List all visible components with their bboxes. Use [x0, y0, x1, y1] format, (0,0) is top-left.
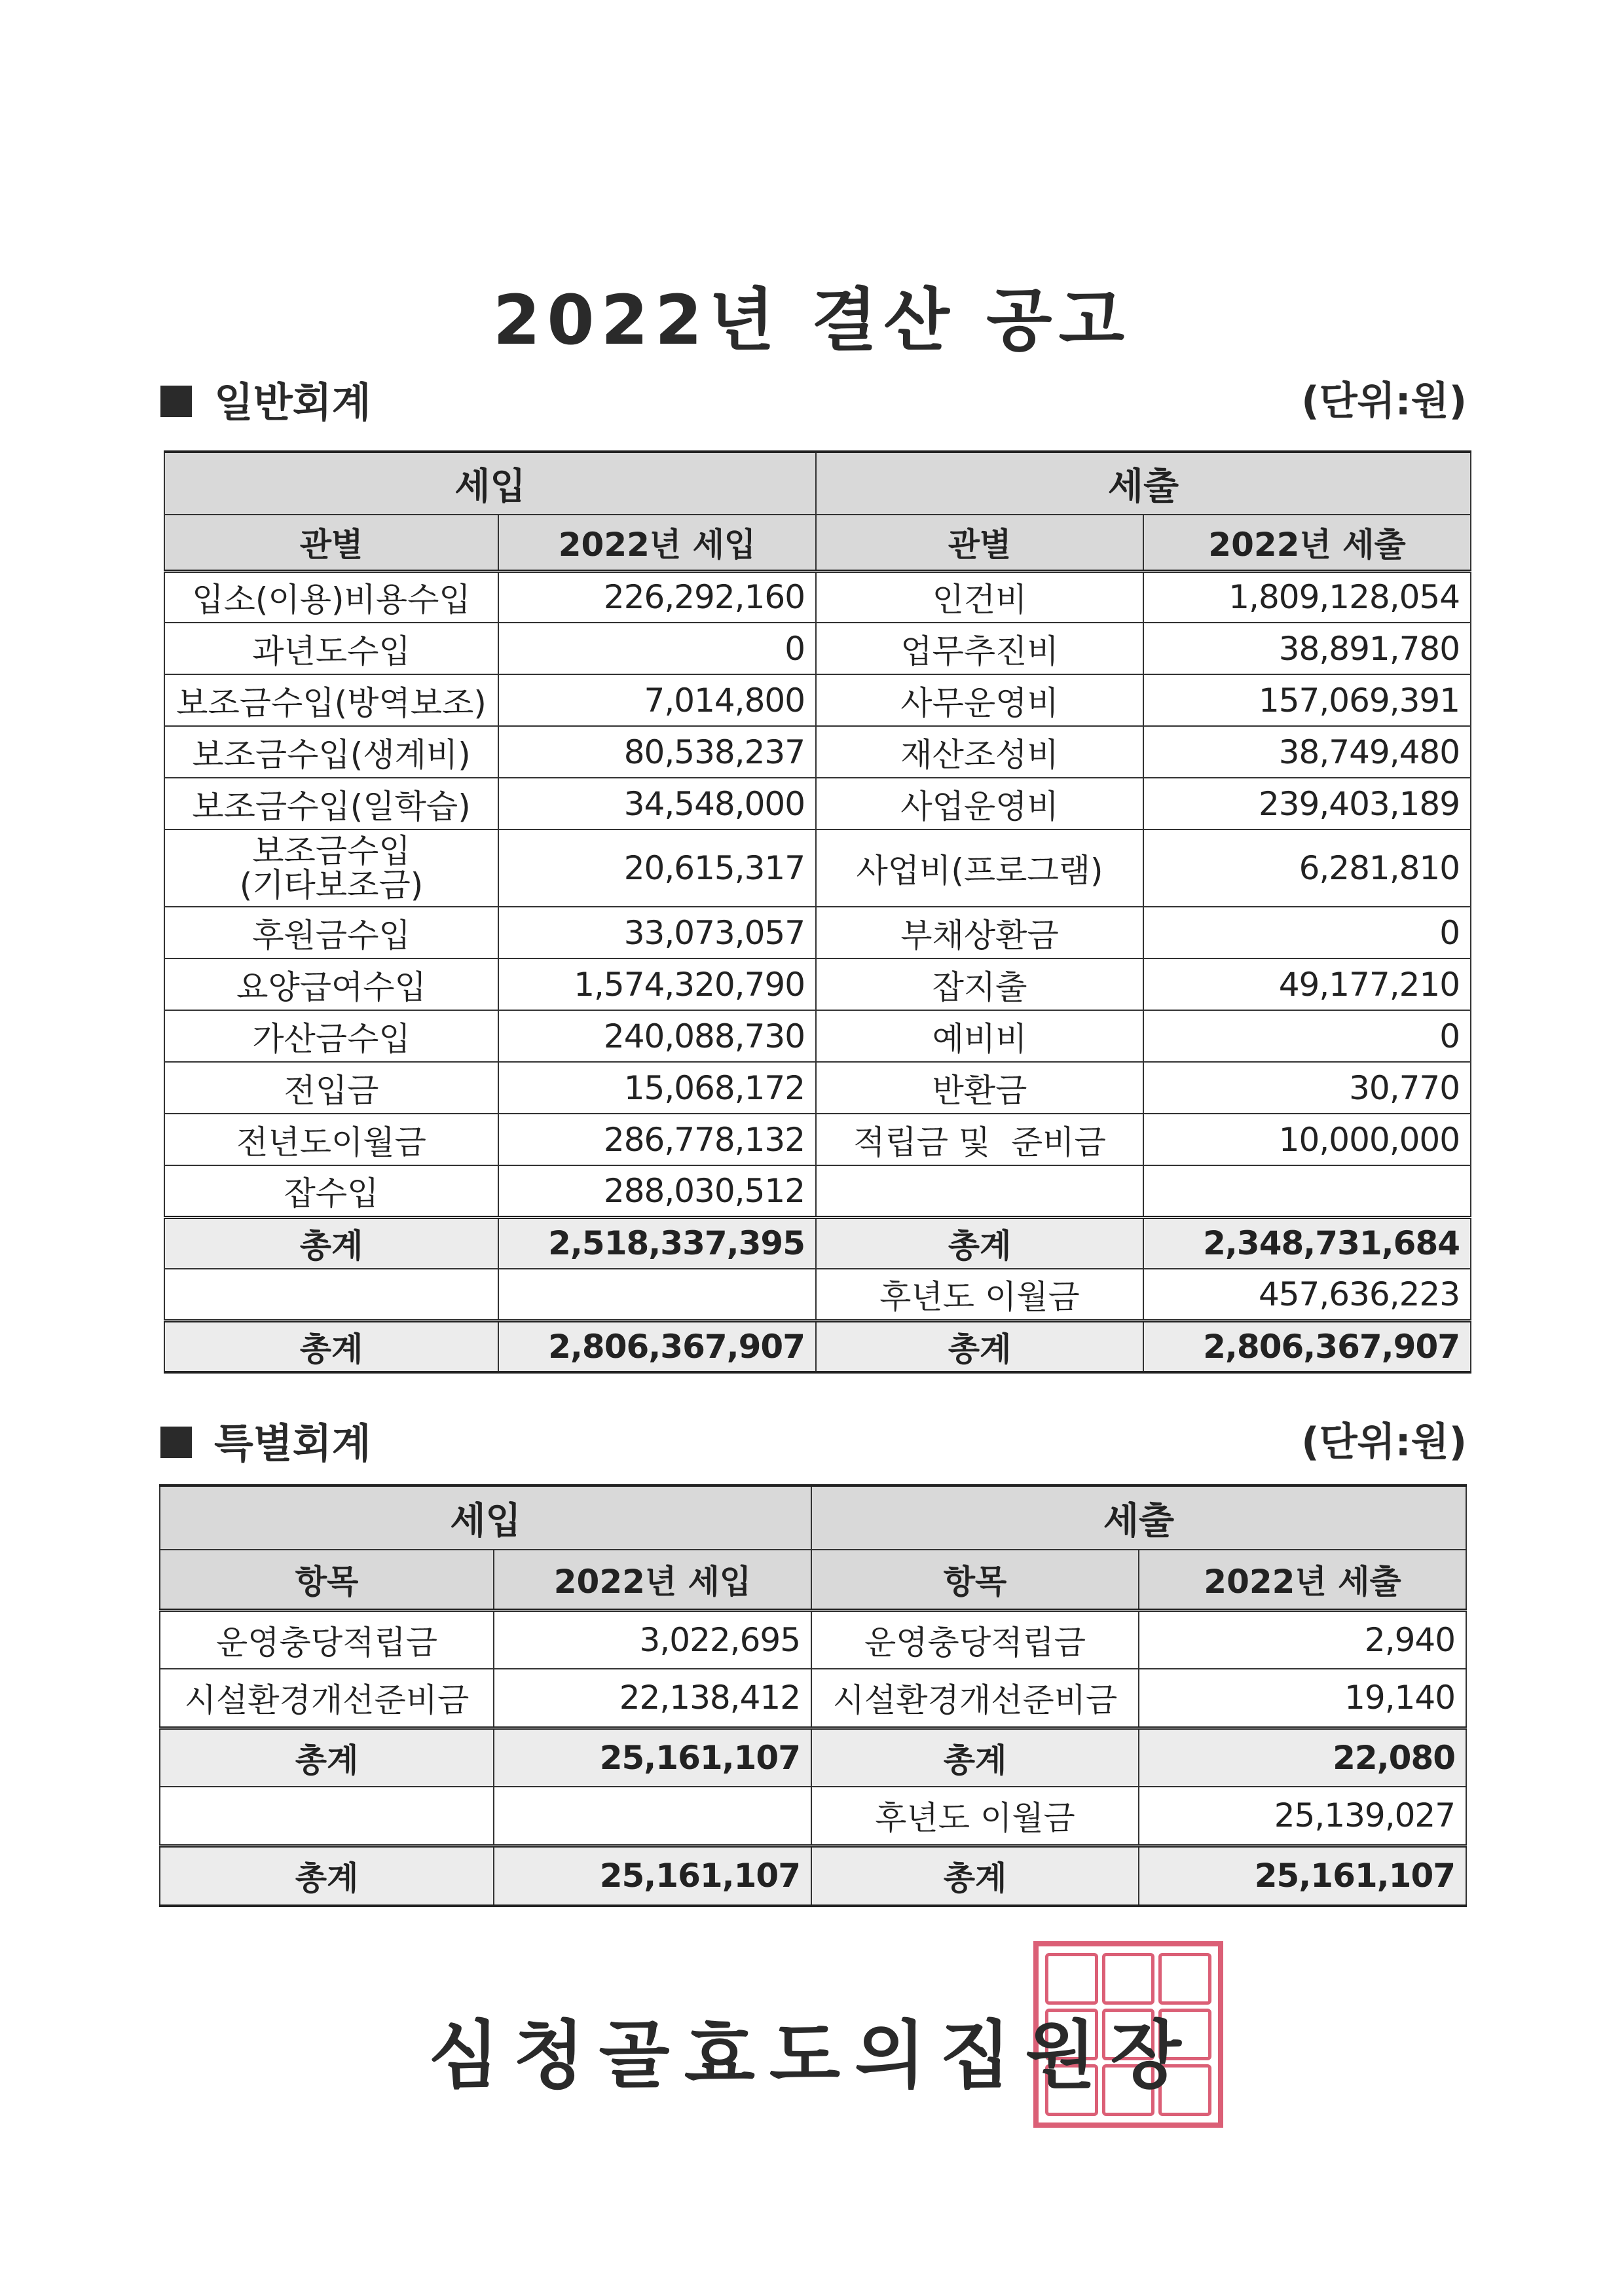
rev-amount: 286,778,132 [498, 1114, 816, 1165]
grand-total-row [164, 1321, 1471, 1372]
rev-amount: 0 [498, 623, 816, 674]
rev-item: 보조금수입(방역보조) [164, 674, 498, 726]
empty-cell [498, 1269, 816, 1321]
exp-amount: 2,940 [1139, 1610, 1466, 1669]
general-expense-header: 세출 [816, 452, 1471, 515]
exp-item: 잡지출 [816, 958, 1143, 1010]
rev-item: 보조금수입(일학습) [164, 778, 498, 829]
special-account-title: 특별회계 [214, 1419, 371, 1467]
rev-amount: 20,615,317 [498, 829, 816, 907]
exp-amount: 10,000,000 [1143, 1114, 1471, 1165]
table-row [164, 1010, 1471, 1062]
exp-amount: 6,281,810 [1143, 829, 1471, 907]
table-row [164, 907, 1471, 958]
exp-item: 인건비 [816, 571, 1143, 623]
table-row [164, 778, 1471, 829]
rev-amount: 240,088,730 [498, 1010, 816, 1062]
exp-amount: 19,140 [1139, 1669, 1466, 1728]
exp-item: 예비비 [816, 1010, 1143, 1062]
exp-total-amount: 22,080 [1139, 1728, 1466, 1787]
special-exp-col-item: 항목 [811, 1550, 1139, 1610]
rev-amount: 7,014,800 [498, 674, 816, 726]
rev-item: 운영충당적립금 [160, 1610, 494, 1669]
empty-cell [160, 1787, 494, 1846]
general-rev-col-item: 관별 [164, 515, 498, 571]
special-account-heading [160, 1411, 1467, 1467]
rev-amount: 33,073,057 [498, 907, 816, 958]
special-revenue-header: 세입 [160, 1485, 811, 1550]
exp-amount: 38,749,480 [1143, 726, 1471, 778]
exp-amount: 239,403,189 [1143, 778, 1471, 829]
table-row [164, 1114, 1471, 1165]
rev-grand-amount: 2,806,367,907 [498, 1321, 816, 1372]
exp-item: 시설환경개선준비금 [811, 1669, 1139, 1728]
table-row [164, 958, 1471, 1010]
rev-total-label: 총계 [160, 1728, 494, 1787]
rev-amount: 22,138,412 [494, 1669, 811, 1728]
rev-item: 시설환경개선준비금 [160, 1669, 494, 1728]
rev-item: 보조금수입(생계비) [164, 726, 498, 778]
general-account-title: 일반회계 [214, 378, 371, 426]
exp-item: 재산조성비 [816, 726, 1143, 778]
table-row [164, 1165, 1471, 1217]
exp-amount [1143, 1165, 1471, 1217]
special-rev-col-item: 항목 [160, 1550, 494, 1610]
carryover-row [160, 1787, 1466, 1846]
carryover-label: 후년도 이월금 [811, 1787, 1139, 1846]
rev-amount: 34,548,000 [498, 778, 816, 829]
empty-cell [494, 1787, 811, 1846]
general-exp-col-item: 관별 [816, 515, 1143, 571]
general-rev-col-amount: 2022년 세입 [498, 515, 816, 571]
exp-grand-label: 총계 [811, 1846, 1139, 1906]
carryover-amount: 25,139,027 [1139, 1787, 1466, 1846]
rev-item: 후원금수입 [164, 907, 498, 958]
exp-grand-amount: 25,161,107 [1139, 1846, 1466, 1906]
exp-grand-label: 총계 [816, 1321, 1143, 1372]
exp-item: 사업운영비 [816, 778, 1143, 829]
square-bullet-icon [160, 1427, 192, 1458]
rev-item: 전입금 [164, 1062, 498, 1114]
subtotal-row [160, 1728, 1466, 1787]
square-bullet-icon [160, 386, 192, 417]
table-row [164, 674, 1471, 726]
rev-amount: 15,068,172 [498, 1062, 816, 1114]
exp-amount: 0 [1143, 1010, 1471, 1062]
table-row [160, 1669, 1466, 1728]
table-row [164, 623, 1471, 674]
page-title: 2022년 결산 공고 [492, 280, 1132, 360]
special-exp-col-amount: 2022년 세출 [1139, 1550, 1466, 1610]
carryover-label: 후년도 이월금 [816, 1269, 1143, 1321]
rev-item: 과년도수입 [164, 623, 498, 674]
exp-item: 반환금 [816, 1062, 1143, 1114]
exp-item [816, 1165, 1143, 1217]
table-row [164, 726, 1471, 778]
exp-amount: 30,770 [1143, 1062, 1471, 1114]
special-expense-header: 세출 [811, 1485, 1466, 1550]
rev-amount: 1,574,320,790 [498, 958, 816, 1010]
rev-grand-label: 총계 [160, 1846, 494, 1906]
carryover-row [164, 1269, 1471, 1321]
exp-item: 적립금 및 준비금 [816, 1114, 1143, 1165]
exp-item: 사무운영비 [816, 674, 1143, 726]
exp-total-amount: 2,348,731,684 [1143, 1217, 1471, 1269]
table-row [164, 829, 1471, 907]
rev-total-amount: 2,518,337,395 [498, 1217, 816, 1269]
empty-cell [164, 1269, 498, 1321]
rev-amount: 80,538,237 [498, 726, 816, 778]
rev-total-label: 총계 [164, 1217, 498, 1269]
exp-amount: 49,177,210 [1143, 958, 1471, 1010]
special-unit-label: (단위:원) [1301, 1419, 1467, 1465]
rev-grand-amount: 25,161,107 [494, 1846, 811, 1906]
exp-amount: 1,809,128,054 [1143, 571, 1471, 623]
general-revenue-header: 세입 [164, 452, 816, 515]
grand-total-row [160, 1846, 1466, 1906]
table-row [160, 1610, 1466, 1669]
exp-item: 업무추진비 [816, 623, 1143, 674]
rev-amount: 3,022,695 [494, 1610, 811, 1669]
general-account-table [164, 450, 1471, 1374]
exp-amount: 38,891,780 [1143, 623, 1471, 674]
rev-item-two-line [164, 829, 498, 907]
general-unit-label: (단위:원) [1301, 378, 1467, 424]
exp-item: 부채상환금 [816, 907, 1143, 958]
table-row [164, 571, 1471, 623]
general-account-heading [160, 370, 1467, 426]
rev-amount: 226,292,160 [498, 571, 816, 623]
rev-item: 요양급여수입 [164, 958, 498, 1010]
exp-grand-amount: 2,806,367,907 [1143, 1321, 1471, 1372]
rev-amount: 288,030,512 [498, 1165, 816, 1217]
exp-total-label: 총계 [816, 1217, 1143, 1269]
exp-amount: 0 [1143, 907, 1471, 958]
rev-item: 입소(이용)비용수입 [164, 571, 498, 623]
rev-item-line2: (기타보조금) [239, 866, 424, 904]
exp-total-label: 총계 [811, 1728, 1139, 1787]
rev-item: 잡수입 [164, 1165, 498, 1217]
rev-item: 전년도이월금 [164, 1114, 498, 1165]
exp-item: 운영충당적립금 [811, 1610, 1139, 1669]
rev-item: 가산금수입 [164, 1010, 498, 1062]
exp-amount: 157,069,391 [1143, 674, 1471, 726]
special-rev-col-amount: 2022년 세입 [494, 1550, 811, 1610]
rev-total-amount: 25,161,107 [494, 1728, 811, 1787]
table-row [164, 1062, 1471, 1114]
rev-item-line1: 보조금수입 [252, 832, 411, 870]
exp-item: 사업비(프로그램) [816, 829, 1143, 907]
rev-grand-label: 총계 [164, 1321, 498, 1372]
subtotal-row [164, 1217, 1471, 1269]
general-exp-col-amount: 2022년 세출 [1143, 515, 1471, 571]
special-account-table [159, 1484, 1467, 1907]
carryover-amount: 457,636,223 [1143, 1269, 1471, 1321]
issuer-name: 심청골효도의집원장 [428, 2013, 1196, 2098]
